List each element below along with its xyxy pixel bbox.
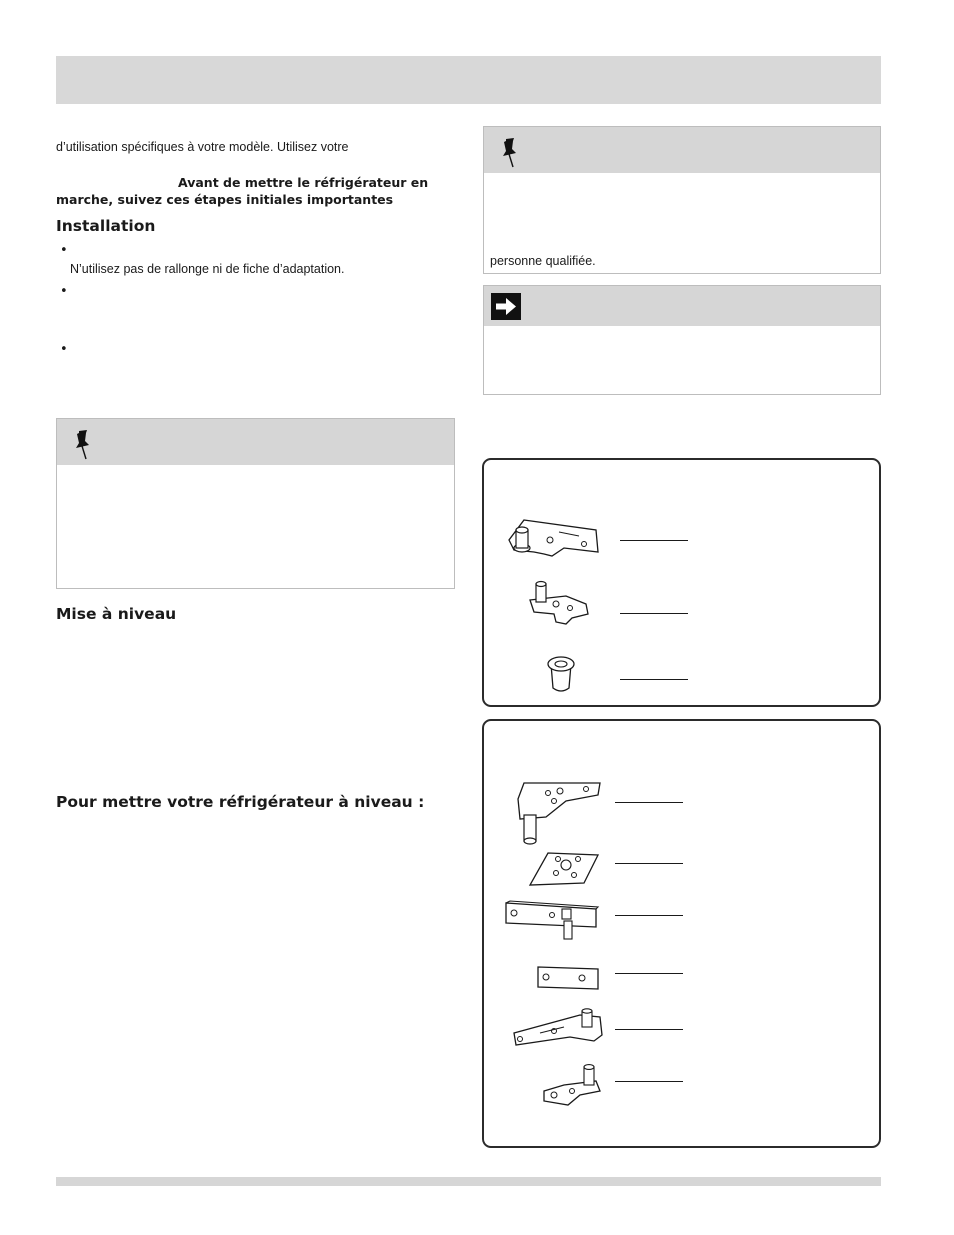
note-box-right-arrow-header [484,286,880,326]
bushing-part [544,656,578,696]
bottom-hinge-part [510,1009,604,1055]
note-box-right-top-header [484,127,880,173]
installation-heading: Installation [56,217,156,235]
caution-note-last-line: personne qualifiée. [490,254,596,268]
leader-line [615,1029,683,1030]
top-hinge-part [514,779,604,847]
note-box-right-top [483,126,881,274]
bullet-1-text: N’utilisez pas de rallonge ni de fiche d’adaptation. [70,262,345,276]
how-to-level-heading: Pour mettre votre réfrigérateur à niveau : [56,793,425,811]
bullet-2: • [60,284,68,299]
pushpin-icon [500,137,522,169]
leader-line [615,973,683,974]
leader-line [620,613,688,614]
note-box-left-header [57,419,454,465]
arrow-right-icon [491,293,521,320]
leader-line [615,863,683,864]
note-box-left [56,418,455,589]
parts-box-1 [482,458,881,707]
footer-bar [56,1177,881,1186]
leader-line [615,802,683,803]
pushpin-icon [73,429,95,461]
leader-line [615,915,683,916]
small-plate-part [536,965,600,991]
door-stop-part-2 [538,1063,604,1109]
parts-box-2 [482,719,881,1148]
hinge-plate-part [504,518,600,562]
header-bar [56,56,881,104]
bold-intro-line-2: marche, suivez ces étapes initiales importantes [56,192,394,207]
note-box-right-arrow [483,285,881,395]
door-stop-part [526,578,592,628]
leveling-heading: Mise à niveau [56,605,177,623]
shim-plate-part [526,849,600,891]
leader-line [620,679,688,680]
leader-line [620,540,688,541]
intro-text: d’utilisation spécifiques à votre modèle. Utilisez votre [56,140,349,154]
center-hinge-part [502,899,600,945]
leader-line [615,1081,683,1082]
bullet-3: • [60,342,68,357]
bold-intro-line-1: Avant de mettre le réfrigérateur en [178,175,429,190]
bullet-1: • [60,243,68,258]
